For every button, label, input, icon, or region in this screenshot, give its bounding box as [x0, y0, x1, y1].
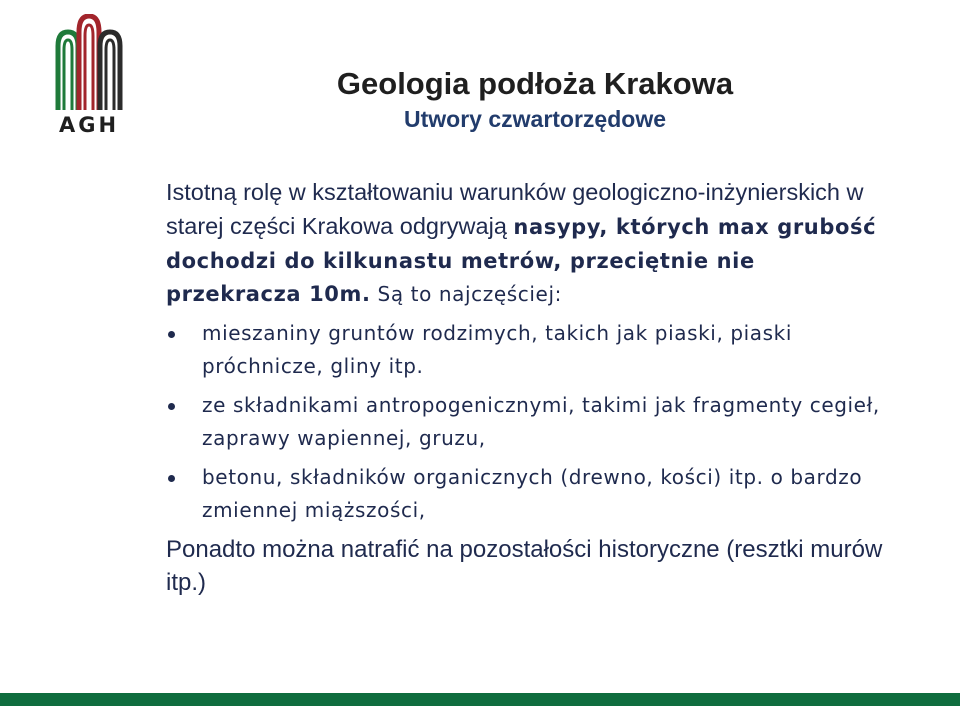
intro-plain-text: Istotną rolę w kształtowaniu warunków geologiczno-inżynierskich w starej części Krakowa odgrywają [166, 179, 864, 240]
bullet-dot-icon [168, 475, 175, 482]
list-item [166, 317, 886, 383]
intro-bold-text: nasypy, których max grubość dochodzi do kilkunastu metrów, przeciętnie nie przekracza 10m. [166, 215, 877, 307]
intro-tail-text: Są to najczęściej: [370, 282, 562, 307]
bullet-dot-icon [168, 403, 175, 410]
slide-content [166, 176, 886, 599]
slide-title: Geologia podłoża Krakowa [336, 66, 734, 101]
list-item [166, 389, 886, 455]
intro-paragraph [166, 176, 886, 312]
slide-subtitle: Utwory czwartorzędowe [404, 106, 666, 132]
list-item [166, 461, 886, 527]
list-item-text: ze składnikami antropogenicznymi, takimi jak fragmenty cegieł, zaprawy wapiennej, gruzu, [202, 392, 880, 450]
logo-text: AGH [58, 113, 120, 137]
list-item-text: betonu, składników organicznych (drewno, kości) itp. o bardzo zmiennej miąższości, [202, 464, 863, 522]
bullet-list [166, 317, 886, 527]
list-item-text: mieszaniny gruntów rodzimych, takich jak piaski, piaski próchnicze, gliny itp. [202, 320, 793, 378]
outro-paragraph: Ponadto można natrafić na pozostałości historyczne (resztki murów itp.) [166, 535, 883, 596]
footer-bar [0, 693, 960, 706]
bullet-dot-icon [168, 331, 175, 338]
